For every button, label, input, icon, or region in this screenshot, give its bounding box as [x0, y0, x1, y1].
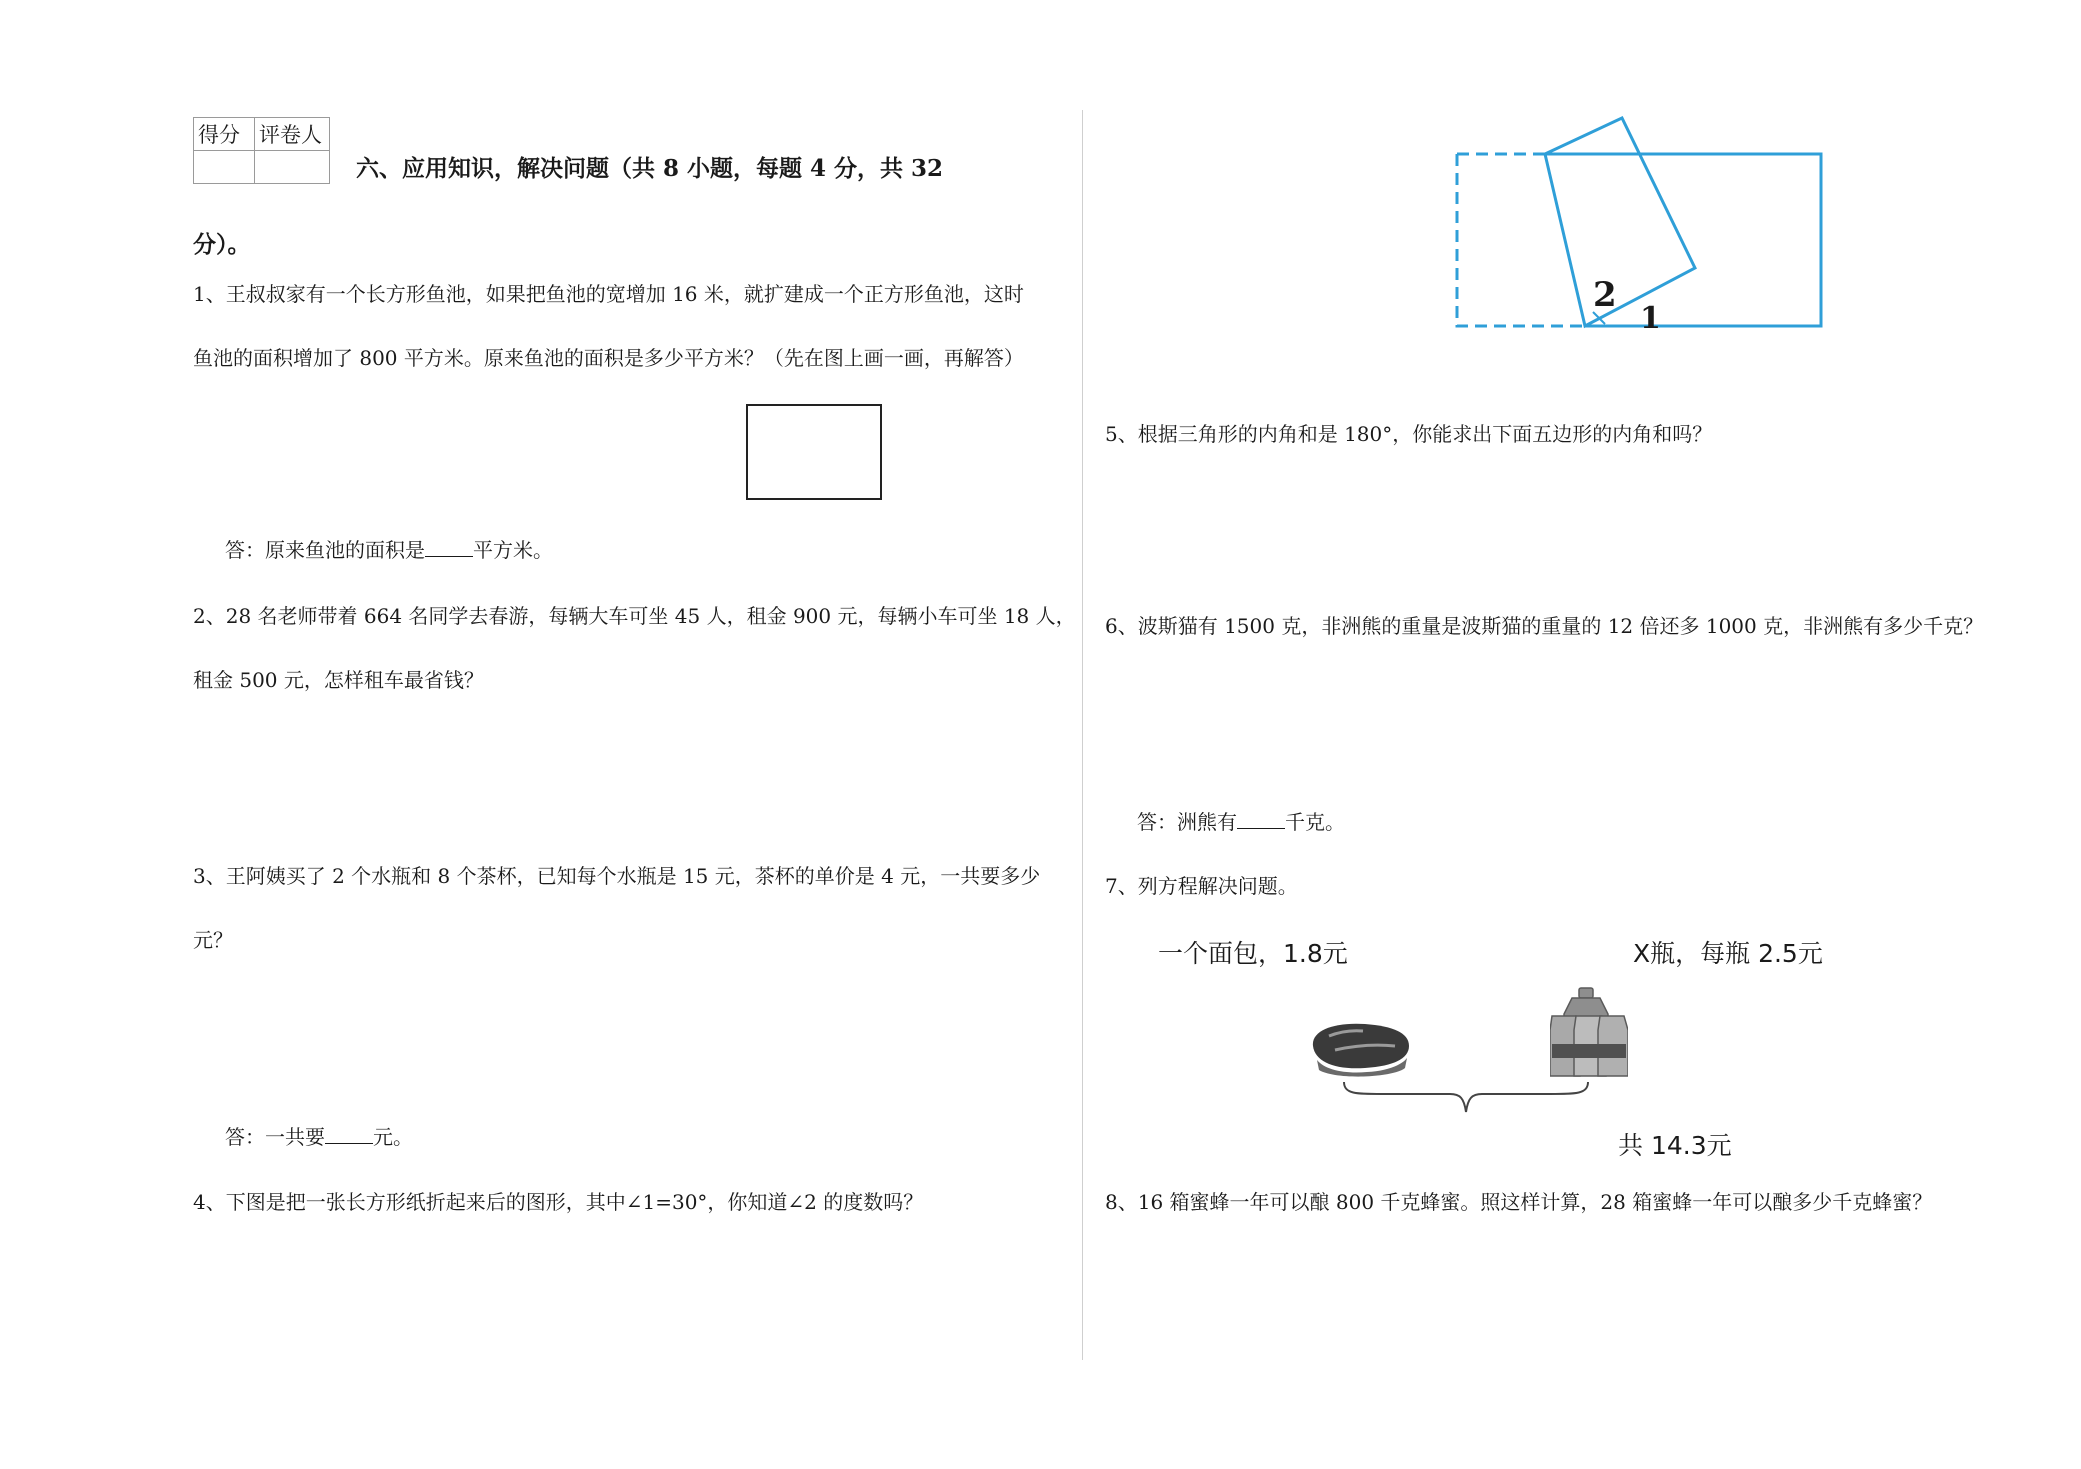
- q6-answer-prefix: 答：洲熊有: [1137, 810, 1237, 834]
- bread-icon: [1305, 1016, 1413, 1084]
- q3-answer: [225, 1123, 413, 1151]
- folded-paper-figure: [1455, 110, 1835, 335]
- q3-answer-prefix: 答：一共要: [225, 1125, 325, 1149]
- total-price-label: 共 14.3元: [1618, 1131, 1732, 1160]
- total-brace: [1342, 1078, 1592, 1118]
- score-cell[interactable]: [194, 151, 255, 184]
- q6-line1: 6、波斯猫有 1500 克，非洲熊的重量是波斯猫的重量的 12 倍还多 1000 克，非洲熊有多少千克？: [1105, 614, 1984, 638]
- bottles-icon: [1550, 986, 1628, 1078]
- grader-header: 评卷人: [255, 118, 330, 151]
- q1-line2: 鱼池的面积增加了 800 平方米。原来鱼池的面积是多少平方米？（先在图上画一画，再解答）: [193, 346, 1024, 370]
- q4-line1: 4、下图是把一张长方形纸折起来后的图形，其中∠1=30°，你知道∠2 的度数吗？: [193, 1190, 924, 1214]
- q7-line1: 7、列方程解决问题。: [1105, 874, 1298, 898]
- section-title-line2: 分）。: [193, 231, 251, 258]
- bottle-labels: [1552, 1044, 1626, 1058]
- q6-answer-blank[interactable]: [1237, 808, 1285, 829]
- angle-1-label: 1: [1640, 301, 1661, 335]
- score-table: [193, 117, 330, 184]
- brace-path: [1344, 1082, 1588, 1112]
- fishpond-rectangle: [746, 404, 882, 500]
- q1-answer-prefix: 答：原来鱼池的面积是: [225, 538, 425, 562]
- q1-answer: [225, 536, 553, 564]
- q8-line1: 8、16 箱蜜蜂一年可以酿 800 千克蜂蜜。照这样计算，28 箱蜜蜂一年可以酿多少千克蜂蜜？: [1105, 1190, 1933, 1214]
- q3-line1: 3、王阿姨买了 2 个水瓶和 8 个茶杯，已知每个水瓶是 15 元，茶杯的单价是 4 元，一共要多少: [193, 864, 1041, 888]
- q5-line1: 5、根据三角形的内角和是 180°，你能求出下面五边形的内角和吗？: [1105, 422, 1713, 446]
- angle-2-label: 2: [1593, 275, 1617, 315]
- bottle-cap: [1579, 988, 1593, 998]
- q1-line1: 1、王叔叔家有一个长方形鱼池，如果把鱼池的宽增加 16 米，就扩建成一个正方形鱼池，这时: [193, 282, 1024, 306]
- q1-answer-blank[interactable]: [425, 536, 473, 557]
- q3-answer-blank[interactable]: [325, 1123, 373, 1144]
- column-divider: [1082, 110, 1083, 1360]
- q3-answer-suffix: 元。: [373, 1125, 413, 1149]
- grader-cell[interactable]: [255, 151, 330, 184]
- q6-answer: [1137, 808, 1345, 836]
- bread-price-label: 一个面包，1.8元: [1158, 939, 1348, 968]
- q2-line1: 2、28 名老师带着 664 名同学去春游，每辆大车可坐 45 人，租金 900 元，每辆小车可坐 18 人，: [193, 604, 1076, 628]
- q6-answer-suffix: 千克。: [1285, 810, 1345, 834]
- q1-answer-suffix: 平方米。: [473, 538, 553, 562]
- score-header: 得分: [194, 118, 255, 151]
- section-title-line1: 六、应用知识，解决问题（共 8 小题，每题 4 分，共 32: [356, 155, 944, 182]
- folded-flap: [1545, 118, 1695, 326]
- q2-line2: 租金 500 元，怎样租车最省钱？: [193, 668, 484, 692]
- bottle-price-label: X瓶，每瓶 2.5元: [1633, 939, 1823, 968]
- q3-line2: 元？: [193, 928, 233, 952]
